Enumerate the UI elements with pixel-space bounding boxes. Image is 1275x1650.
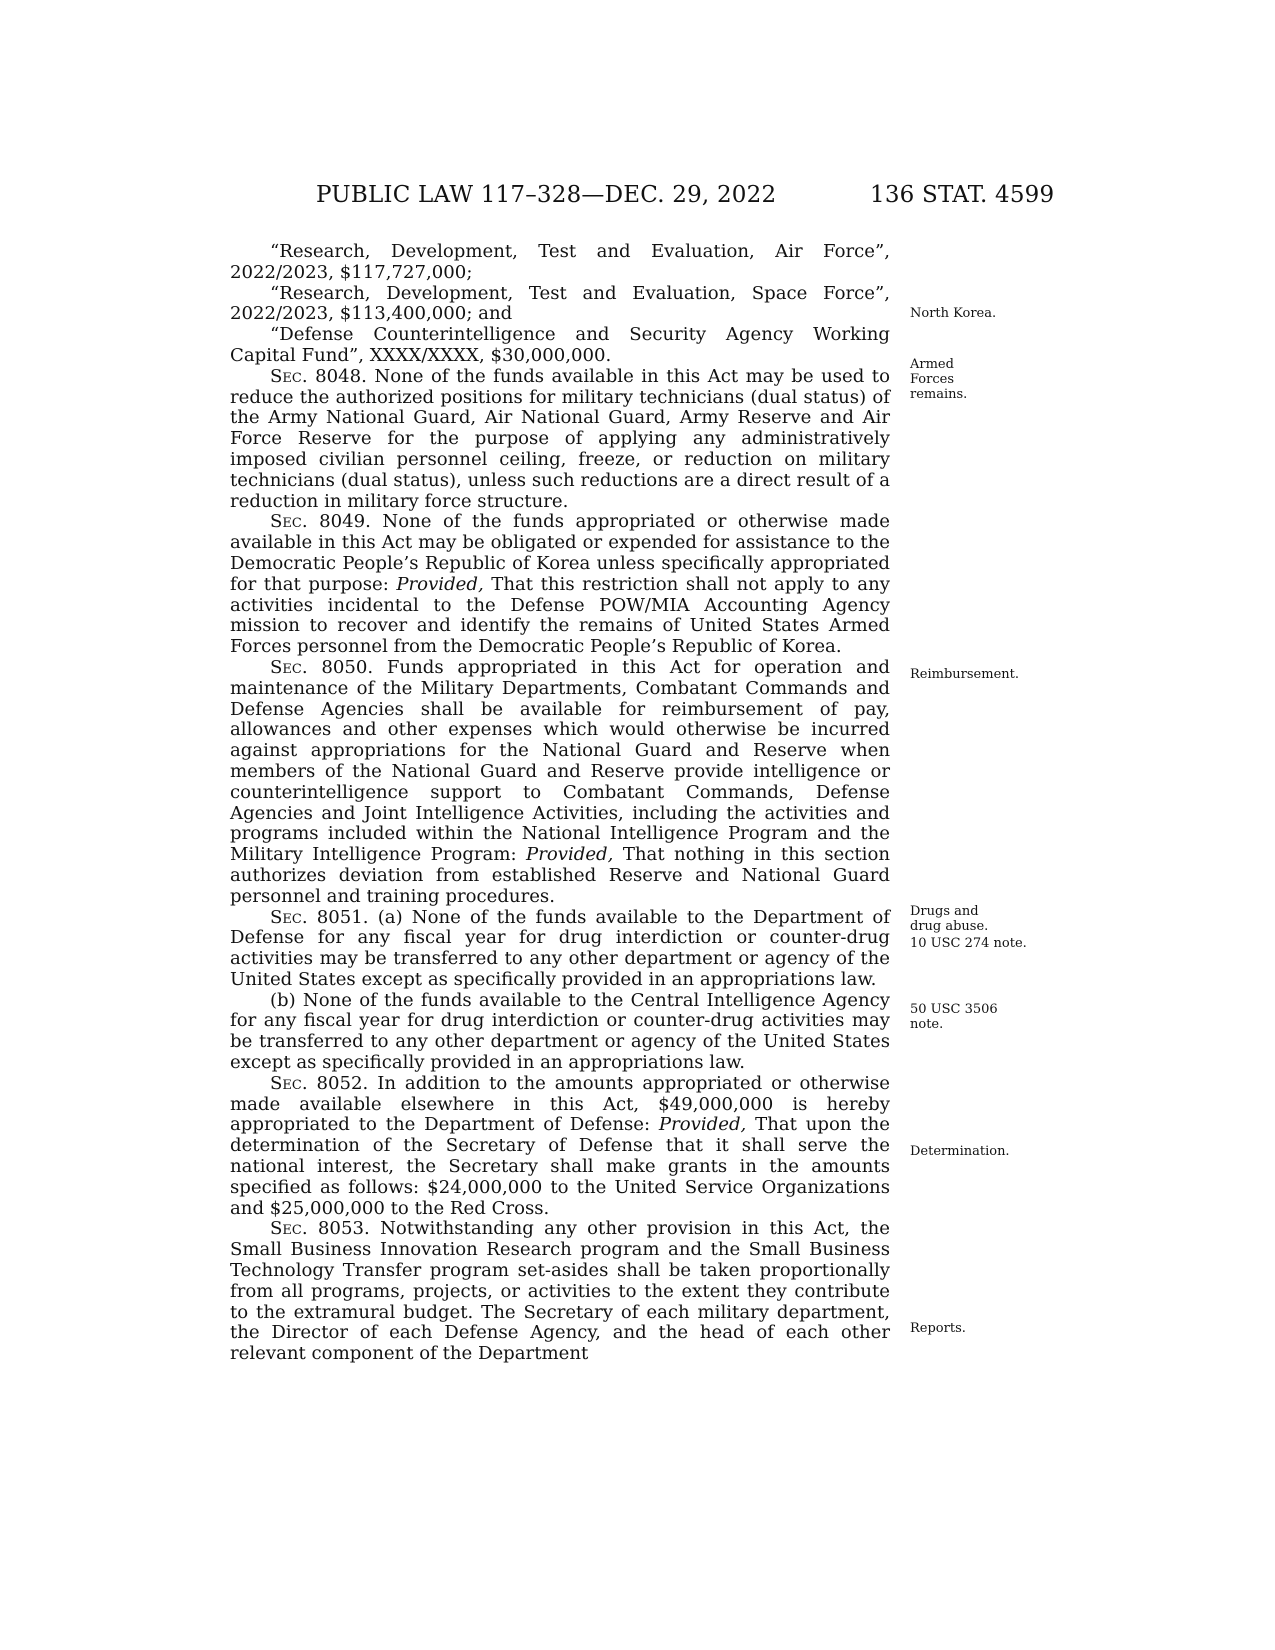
public-law-title: PUBLIC LAW 117–328—DEC. 29, 2022	[316, 182, 777, 208]
margin-note-usc-274: 10 USC 274 note.	[910, 936, 1027, 951]
section-8053	[230, 1219, 890, 1365]
section-number: 8049.	[319, 511, 371, 533]
margin-note-armed-forces: Armed Forces remains.	[910, 357, 968, 402]
section-8049	[230, 512, 890, 658]
section-label: Sec.	[270, 365, 308, 387]
section-text: That upon the determination of the Secretary of Defense that it shall serve the national interest, the Secretary shall make grants in the amounts specified as follows: $24,000,000 to the United Service Organizations and $25,000,000 to the Red Cross.	[230, 1114, 890, 1219]
section-label: Sec.	[270, 1072, 308, 1094]
appropriation-air-force: “Research, Development, Test and Evaluation, Air Force”, 2022/2023, $117,727,000;	[230, 241, 890, 283]
section-text: That this restriction shall not apply to any activities incidental to the Defense POW/MIA Accounting Agency mission to recover and identify the remains of United States Armed Forces personnel from the Democratic People’s Republic of Korea.	[230, 573, 890, 658]
section-8052	[230, 1074, 890, 1220]
page-header	[0, 182, 1275, 222]
section-text: Funds appropriated in this Act for operation and maintenance of the Military Departments, Combatant Commands and Defense Agencies shall be available for reimbursement of pay, allowances and other expenses which would otherwise be incurred against appropriations for the National Guard and Reserve when members of the National Guard and Reserve provide intelligence or counterintelligence support to Combatant Commands, Defense Agencies and Joint Intelligence Activities, including the activities and programs included within the National Intelligence Program and the Military Intelligence Program:	[230, 656, 890, 866]
section-label: Sec.	[270, 656, 308, 678]
section-text: None of the funds appropriated or otherwise made available in this Act may be obligated or expended for assistance to the Democratic People’s Republic of Korea unless specifically appropriated for that purpose:	[230, 511, 890, 595]
margin-note-reimbursement: Reimbursement.	[910, 667, 1019, 682]
section-number: 8050.	[321, 656, 374, 678]
section-8051	[230, 908, 890, 991]
section-text: None of the funds available in this Act may be used to reduce the authorized positions for military technicians (dual status) of the Army National Guard, Air National Guard, Army Reserve and Air Force Reserve for the purpose of applying any administratively imposed civilian personnel ceiling, freeze, or reduction on military technicians (dual status), unless such reductions are a direct result of a reduction in military force structure.	[230, 365, 890, 512]
section-8051-b: (b) None of the funds available to the Central Intelligence Agency for any fiscal year for drug interdiction or counter-drug activities may be transferred to any other department or agency of the United States except as specifically provided in an appropriations law.	[230, 989, 890, 1074]
provided-clause: Provided,	[396, 573, 484, 595]
margin-note-reports: Reports.	[910, 1321, 966, 1336]
section-label: Sec.	[270, 906, 308, 928]
document-body	[230, 242, 890, 1365]
section-number: 8052.	[316, 1072, 369, 1094]
margin-note-determination: Determination.	[910, 1144, 1010, 1159]
provided-clause: Provided,	[658, 1114, 747, 1136]
section-8050	[230, 658, 890, 908]
appropriation-space-force: “Research, Development, Test and Evaluation, Space Force”, 2022/2023, $113,400,000; and	[230, 282, 890, 325]
section-label: Sec.	[270, 511, 308, 533]
section-text: In addition to the amounts appropriated or otherwise made available elsewhere in this Act, $49,000,000 is hereby appropriated to the Department of Defense:	[230, 1072, 890, 1136]
section-label: Sec.	[270, 1218, 308, 1240]
section-text: That nothing in this section authorizes deviation from established Reserve and National Guard personnel and training procedures.	[230, 844, 890, 907]
margin-note-usc-3506: 50 USC 3506 note.	[910, 1002, 998, 1032]
provided-clause: Provided,	[526, 844, 614, 866]
section-text: (a) None of the funds available to the Department of Defense for any fiscal year for drug interdiction or counter-drug activities may be transferred to any other department or agency of the United States except as specifically provided in an appropriations law.	[230, 906, 890, 990]
margin-note-north-korea: North Korea.	[910, 306, 997, 321]
appropriation-dcsa-fund: “Defense Counterintelligence and Security Agency Working Capital Fund”, XXXX/XXXX, $30,000,000.	[230, 324, 890, 366]
section-number: 8051.	[316, 906, 369, 928]
statute-page-number: 136 STAT. 4599	[870, 182, 1055, 208]
section-number: 8048.	[315, 365, 367, 387]
section-text: Notwithstanding any other provision in this Act, the Small Business Innovation Research program and the Small Business Technology Transfer program set-asides shall be taken proportionally from all programs, projects, or activities to the extent they contribute to the extramural budget. The Secretary of each military department, the Director of each Defense Agency, and the head of each other relevant component of the Department	[230, 1218, 890, 1365]
section-8048	[230, 367, 890, 513]
margin-note-drugs: Drugs and drug abuse.	[910, 904, 989, 934]
section-number: 8053.	[317, 1218, 370, 1240]
